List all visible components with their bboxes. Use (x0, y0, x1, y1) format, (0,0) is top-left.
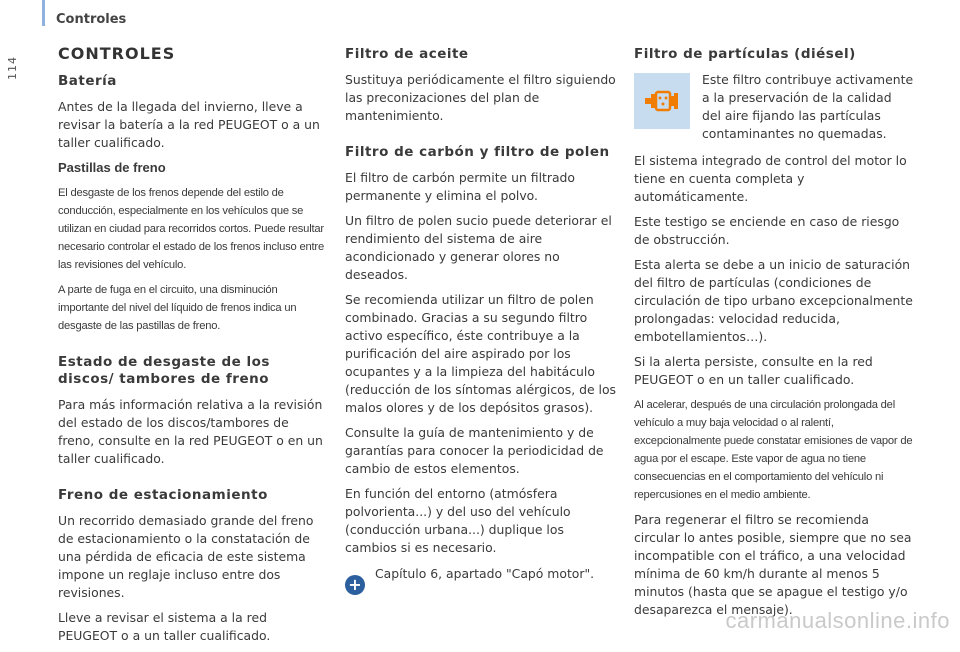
text-bateria: Antes de la llegada del invierno, lleve a revisar la batería a la red PEUGEOT o a un taller cualificado. (58, 99, 320, 150)
text-particulas-3: Esta alerta se debe a un inicio de saturación del filtro de partículas (condiciones de circulación de tipo urbano excepcionalmente prolongadas: velocidad reducida, embotellamientos…). (634, 257, 913, 344)
watermark: carmanualsonline.info (725, 608, 950, 633)
heading-bateria: Batería (58, 73, 117, 89)
text-aceite: Sustituya periódicamente el filtro siguiendo las preconizaciones del plan de mantenimiento. (345, 72, 616, 123)
text-particulas-2: Este testigo se enciende en caso de riesgo de obstrucción. (634, 214, 900, 247)
text-estacionamiento-1: Un recorrido demasiado grande del freno de estacionamiento o la constatación de una pérdida de eficacia de este sistema impone un reglaje incluso entre dos revisiones. (58, 513, 314, 600)
text-pastillas-1: El desgaste de los frenos depende del estilo de conducción, especialmente en los vehículos que se utilizan en ciudad para recorridos cortos. Puede resultar necesario controlar el estado de los frenos incluso entre las revisiones del vehículo. (58, 187, 324, 271)
heading-estacionamiento: Freno de estacionamiento (58, 487, 268, 503)
text-particulas-1: El sistema integrado de control del motor lo tiene en cuenta completa y automáticamente. (634, 153, 907, 204)
heading-discos: Estado de desgaste de los discos/ tambores de freno (58, 354, 270, 387)
particle-filter-intro (634, 71, 914, 150)
particle-filter-warning-icon (634, 73, 690, 129)
page-number: 114 (6, 56, 19, 80)
text-particulas-4: Si la alerta persiste, consulte en la red PEUGEOT o en un taller cualificado. (634, 354, 873, 387)
heading-carbon: Filtro de carbón y filtro de polen (345, 144, 610, 160)
column-middle (345, 40, 617, 595)
heading-aceite: Filtro de aceite (345, 46, 469, 62)
text-particulas-intro: Este filtro contribuye activamente a la preservación de la calidad del aire fijando las partículas contaminantes no quemadas. (702, 72, 914, 141)
page-title: CONTROLES (58, 44, 176, 63)
text-carbon-4: Consulte la guía de mantenimiento y de garantías para conocer la periodicidad de cambio de estos elementos. (345, 425, 604, 476)
reference-note (345, 565, 617, 595)
section-accent-bar (42, 0, 45, 26)
plus-reference-icon: + (345, 575, 365, 595)
column-left (58, 40, 328, 652)
text-carbon-2: Un filtro de polen sucio puede deteriorar el rendimiento del sistema de aire acondicionado y generar olores no deseados. (345, 213, 612, 282)
text-estacionamiento-2: Lleve a revisar el sistema a la red PEUGEOT o a un taller cualificado. (58, 610, 271, 643)
heading-particulas: Filtro de partículas (diésel) (634, 46, 856, 62)
note-text: Capítulo 6, apartado "Capó motor". (375, 566, 595, 581)
column-right (634, 40, 914, 626)
heading-pastillas: Pastillas de freno (58, 160, 166, 175)
text-particulas-5: Al acelerar, después de una circulación prolongada del vehículo a muy baja velocidad o al ralentí, excepcionalmente puede constatar emisiones de vapor de agua por el escape. Este vapor de agua no tiene consecuencias en el comportamiento del vehículo ni repercusiones en el medio ambiente. (634, 399, 913, 501)
text-carbon-3: Se recomienda utilizar un filtro de polen combinado. Gracias a su segundo filtro activo específico, éste contribuye a la purificación del aire aspirado por los ocupantes y a la limpieza del habitáculo (reducción de los síntomas alérgicos, de los malos olores y de los depósitos grasos). (345, 292, 617, 415)
text-carbon-5: En función del entorno (atmósfera polvorienta...) y del uso del vehículo (conducción urbana...) duplique los cambios si es necesario. (345, 486, 571, 555)
text-particulas-6: Para regenerar el filtro se recomienda circular lo antes posible, siempre que no sea incompatible con el tráfico, a una velocidad mínima de 60 km/h durante al menos 5 minutos (hasta que se apague el testigo y/o desaparezca el mensaje). (634, 512, 912, 617)
section-header: Controles (56, 12, 127, 27)
text-carbon-1: El filtro de carbón permite un filtrado permanente y elimina el polvo. (345, 170, 576, 203)
text-pastillas-2: A parte de fuga en el circuito, una disminución importante del nivel del líquido de frenos indica un desgaste de las pastillas de freno. (58, 284, 297, 332)
text-discos: Para más información relativa a la revisión del estado de los discos/tambores de freno, consulte en la red PEUGEOT o en un taller cualificado. (58, 397, 323, 466)
